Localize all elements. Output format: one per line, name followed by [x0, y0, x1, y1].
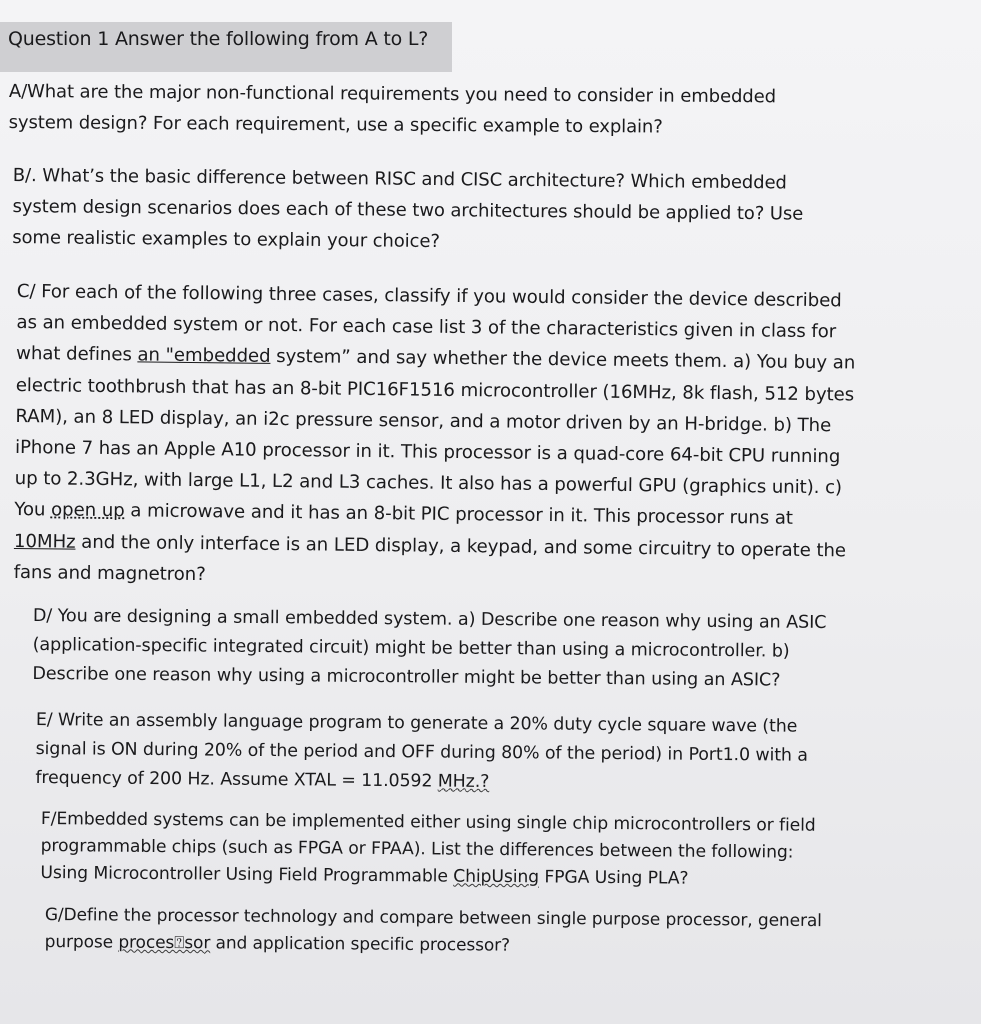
question-b-line: B/. What’s the basic difference between RISC and CISC architecture? Which embedded [12, 164, 787, 194]
question-g-line: G/Define the processor technology and compare between single purpose processor, general [44, 904, 822, 932]
question-c-line: as an embedded system or not. For each case list 3 of the characteristics given in class for [16, 312, 837, 343]
question-f-line: F/Embedded systems can be implemented either using single chip microcontrollers or field [40, 808, 816, 836]
question-c-line: electric toothbrush that has an 8-bit PIC16F1516 microcontroller (16MHz, 8k flash, 512 bytes [15, 374, 855, 406]
question-b-line: system design scenarios does each of these two architectures should be applied to? Use [12, 195, 804, 225]
question-c-text: and the only interface is an LED display, a keypad, and some circuitry to operate the [75, 531, 847, 562]
question-e [35, 706, 808, 800]
spellcheck-underlined-word: MHz.? [437, 771, 490, 792]
question-a [9, 76, 776, 143]
spellcheck-underlined-word: ChipUsing [453, 866, 540, 888]
question-f-line: programmable chips (such as FPGA or FPAA). List the differences between the following: [40, 835, 794, 863]
question-c-text: system” and say whether the device meets them. a) You buy an [270, 346, 856, 374]
question-title: Question 1 Answer the following from A to L? [8, 28, 429, 50]
question-f-text: Using Microcontroller Using Field Programmable [40, 862, 454, 887]
question-c [13, 276, 856, 598]
spellcheck-underlined-word: proces⍰sor [118, 932, 211, 954]
question-a-line: A/What are the major non-functional requirements you need to consider in embedded [8, 80, 777, 108]
question-g-text: and application specific processor? [210, 933, 511, 956]
underlined-phrase: open up [50, 499, 125, 522]
question-c-line: fans and magnetron? [13, 561, 206, 585]
question-f-text: FPGA Using PLA? [538, 867, 689, 889]
question-c-line: C/ For each of the following three cases, classify if you would consider the device described [16, 280, 842, 312]
question-d [32, 602, 826, 696]
question-d-line: D/ You are designing a small embedded system. a) Describe one reason why using an ASIC [32, 605, 827, 633]
question-d-line: (application-specific integrated circuit) might be better than using a microcontroller. b) [32, 634, 790, 662]
question-b [12, 160, 804, 261]
question-c-line: RAM), an 8 LED display, an i2c pressure sensor, and a motor driven by an H-bridge. b) The [15, 405, 832, 437]
question-header [0, 22, 452, 72]
question-c-line: up to 2.3GHz, with large L1, L2 and L3 caches. It also has a powerful GPU (graphics unit). c) [14, 468, 843, 499]
question-c-text: what defines [15, 343, 138, 366]
question-c-text: a microwave and it has an 8-bit PIC processor in it. This processor runs at [124, 500, 794, 530]
question-e-text: frequency of 200 Hz. Assume XTAL = 11.0592 [35, 767, 438, 792]
question-c-text: You [14, 499, 52, 521]
question-g [45, 902, 822, 962]
question-e-line: signal is ON during 20% of the period and OFF during 80% of the period) in Port1.0 with a [35, 738, 808, 766]
question-b-line: some realistic examples to explain your choice? [12, 226, 440, 253]
question-d-line: Describe one reason why using a microcontroller might be better than using an ASIC? [32, 663, 781, 691]
underlined-phrase: 10MHz [13, 530, 76, 553]
question-f [40, 806, 815, 894]
question-a-line: system design? For each requirement, use a specific example to explain? [8, 111, 663, 138]
question-c-line: iPhone 7 has an Apple A10 processor in it. This processor is a quad-core 64-bit CPU running [14, 437, 841, 468]
question-e-line: E/ Write an assembly language program to generate a 20% duty cycle square wave (the [35, 709, 798, 737]
question-g-text: purpose [44, 931, 119, 953]
underlined-phrase: an "embedded [137, 344, 271, 368]
